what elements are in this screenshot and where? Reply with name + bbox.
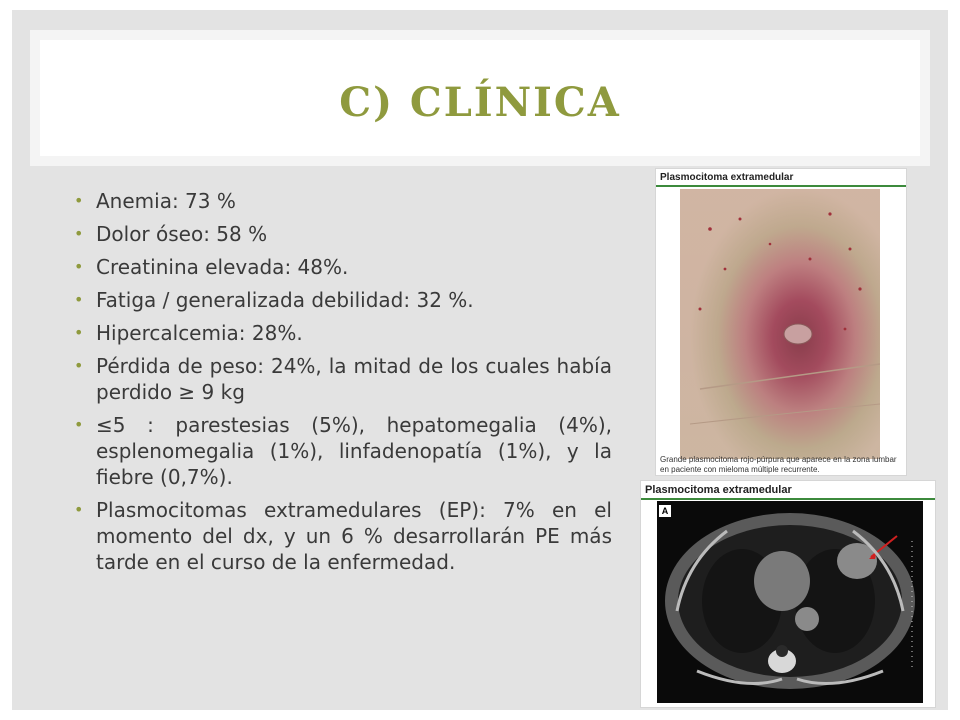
slide-title: C) CLÍNICA bbox=[339, 78, 621, 126]
bullet-dot-icon: • bbox=[74, 257, 84, 276]
bullet-text: Pérdida de peso: 24%, la mitad de los cuales había perdido ≥ 9 kg bbox=[96, 354, 612, 404]
bullet-dot-icon: • bbox=[74, 290, 84, 309]
bullet-dot-icon: • bbox=[74, 323, 84, 342]
bullet-text: Hipercalcemia: 28%. bbox=[96, 321, 303, 345]
bullet-text: ≤5 : parestesias (5%), hepatomegalia (4%), esplenomegalia (1%), linfadenopatía (1%), y la fiebre (0,7%). bbox=[96, 413, 612, 489]
figure-skin-photo bbox=[655, 168, 907, 476]
bullet-text: Creatinina elevada: 48%. bbox=[96, 255, 349, 279]
bullet-dot-icon: • bbox=[74, 224, 84, 243]
panel-label: A bbox=[659, 505, 671, 517]
bullet-list bbox=[72, 188, 612, 582]
bullet-dot-icon: • bbox=[74, 415, 84, 434]
figure-ct-scan bbox=[640, 480, 936, 708]
title-box bbox=[30, 30, 930, 166]
bullet-item bbox=[72, 412, 612, 490]
bullet-item bbox=[72, 353, 612, 405]
ct-scan-image bbox=[657, 501, 923, 703]
bullet-dot-icon: • bbox=[74, 356, 84, 375]
bullet-item bbox=[72, 497, 612, 575]
bullet-item bbox=[72, 254, 612, 280]
bullet-text: Plasmocitomas extramedulares (EP): 7% en el momento del dx, y un 6 % desarrollarán PE más tarde en el curso de la enfermedad. bbox=[96, 498, 612, 574]
figure-caption: Grande plasmocitoma rojo-púrpura que aparece en la zona lumbar en paciente con mieloma múltiple recurrente. bbox=[660, 455, 897, 474]
bullet-text: Anemia: 73 % bbox=[96, 189, 236, 213]
bullet-item bbox=[72, 221, 612, 247]
bullet-text: Dolor óseo: 58 % bbox=[96, 222, 268, 246]
bullet-text: Fatiga / generalizada debilidad: 32 %. bbox=[96, 288, 474, 312]
bullet-item bbox=[72, 188, 612, 214]
slide bbox=[12, 10, 948, 710]
plasmacytoma-skin-photo bbox=[680, 189, 880, 459]
figure-title: Plasmocitoma extramedular bbox=[641, 481, 935, 500]
bullet-dot-icon: • bbox=[74, 500, 84, 519]
bullet-dot-icon: • bbox=[74, 191, 84, 210]
bullet-item bbox=[72, 287, 612, 313]
bullet-item bbox=[72, 320, 612, 346]
figure-title: Plasmocitoma extramedular bbox=[656, 169, 906, 187]
